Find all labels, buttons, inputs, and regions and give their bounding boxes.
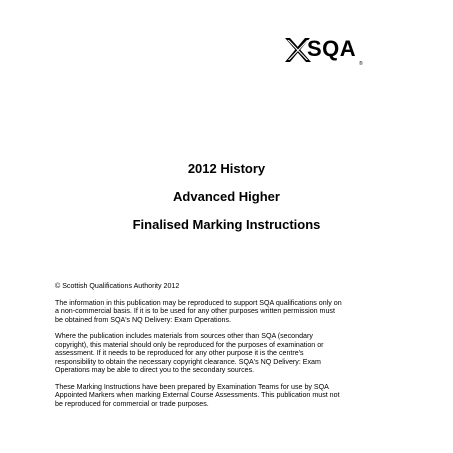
- title-document-type: Finalised Marking Instructions: [132, 217, 321, 232]
- sqa-logo-text: SQA: [307, 36, 357, 61]
- registered-mark: ®: [359, 61, 363, 67]
- secondary-copyright-paragraph: Where the publication includes materials from sources other than SQA (secondary copyright), this material should only be reproduced for the purposes of examination or assessment. If it needs to be reproduced for any other purpose it is the centre's responsibility to obtain the necessary copyright clearance. SQA's NQ Delivery: Exam Operations may be able to direct you to the secondary sources.: [55, 332, 324, 375]
- body-text: [55, 282, 407, 416]
- title-year-subject: 2012 History: [187, 161, 266, 176]
- marking-instructions-paragraph: These Marking Instructions have been prepared by Examination Teams for use by SQA Appointed Markers when marking External Course Assessments. This publication must not be reproduced for commercial or trade purposes.: [55, 382, 340, 408]
- title-block: [0, 161, 453, 232]
- title-level: Advanced Higher: [173, 189, 280, 204]
- sqa-logo: [283, 36, 373, 66]
- copyright-notice: © Scottish Qualifications Authority 2012: [55, 282, 180, 290]
- reproduction-paragraph: The information in this publication may be reproduced to support SQA qualifications only on a non-commercial basis. If it is to be used for any other purposes written permission must be obtained from SQA's NQ Delivery: Exam Operations.: [55, 298, 342, 324]
